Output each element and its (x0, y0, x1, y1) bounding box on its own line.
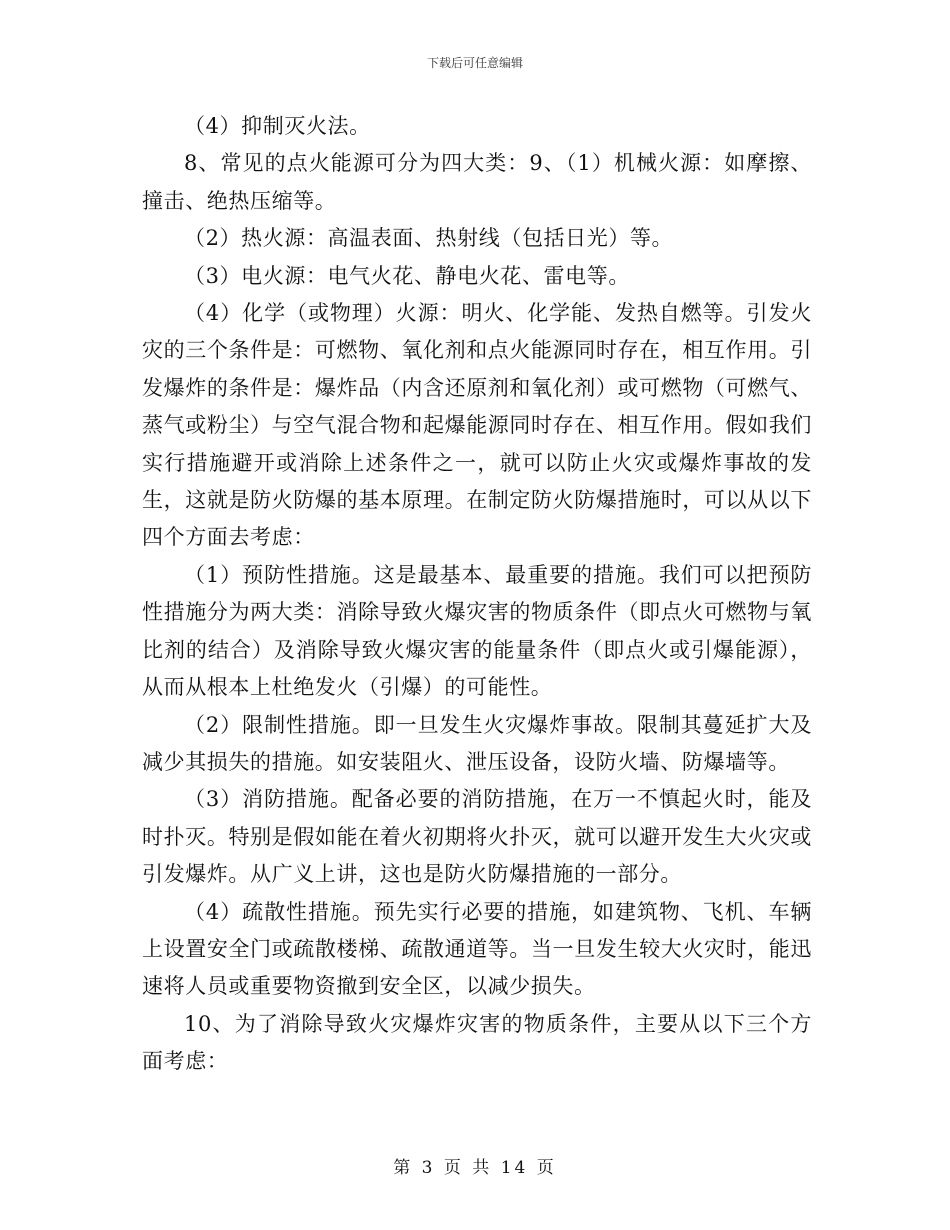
paragraph-ignition-sources: 8、常见的点火能源可分为四大类：9、（1）机械火源：如摩擦、撞击、绝热压缩等。 (142, 151, 812, 213)
paragraph-material-conditions: 10、为了消除导致火灾爆炸灾害的物质条件，主要从以下三个方面考虑： (142, 1011, 812, 1074)
paragraph-preventive-measures: （1）预防性措施。这是最基本、最重要的措施。我们可以把预防性措施分为两大类：消除导致火爆灾害的物质条件（即点火可燃物与氧比剂的结合）及消除导致火爆灾害的能量条件（即点火或引爆能源），从而从根本上杜绝发火（引爆）的可能性。 (142, 562, 812, 700)
paragraph-firefighting-measures: （3）消防措施。配备必要的消防措施，在万一不慎起火时，能及时扑灭。特别是假如能在着火初期将火扑灭，就可以避开发生大火灾或引发爆炸。从广义上讲，这也是防火防爆措施的一部分。 (142, 787, 812, 887)
paragraph-chemical-source: （4）化学（或物理）火源：明火、化学能、发热自燃等。引发火灾的三个条件是：可燃物、氧化剂和点火能源同时存在，相互作用。引发爆炸的条件是：爆炸品（内含还原剂和氧化剂）或可燃物（可燃气、蒸气或粉尘）与空气混合物和起爆能源同时存在、相互作用。假如我们实行措施避开或消除上述条件之一，就可以防止火灾或爆炸事故的发生，这就是防火防爆的基本原理。在制定防火防爆措施时，可以从以下四个方面去考虑： (142, 301, 812, 550)
paragraph-thermal-source: （2）热火源：高温表面、热射线（包括日光）等。 (184, 226, 674, 251)
page-header: 下载后可任意编辑 (426, 56, 523, 70)
document-body (142, 108, 812, 1081)
paragraph-restrictive-measures: （2）限制性措施。即一旦发生火灾爆炸事故。限制其蔓延扩大及减少其损失的措施。如安装阻火、泄压设备，设防火墙、防爆墙等。 (142, 712, 812, 774)
paragraph-electrical-source: （3）电火源：电气火花、静电火花、雷电等。 (184, 263, 630, 288)
page-number-footer: 第 3 页 共 14 页 (393, 1158, 557, 1178)
paragraph-evacuation-measures: （4）疏散性措施。预先实行必要的措施，如建筑物、飞机、车辆上设置安全门或疏散楼梯、疏散通道等。当一旦发生较大火灾时，能迅速将人员或重要物资撤到安全区，以减少损失。 (142, 899, 812, 999)
paragraph-suppression-method: （4）抑制灭火法。 (184, 114, 371, 138)
